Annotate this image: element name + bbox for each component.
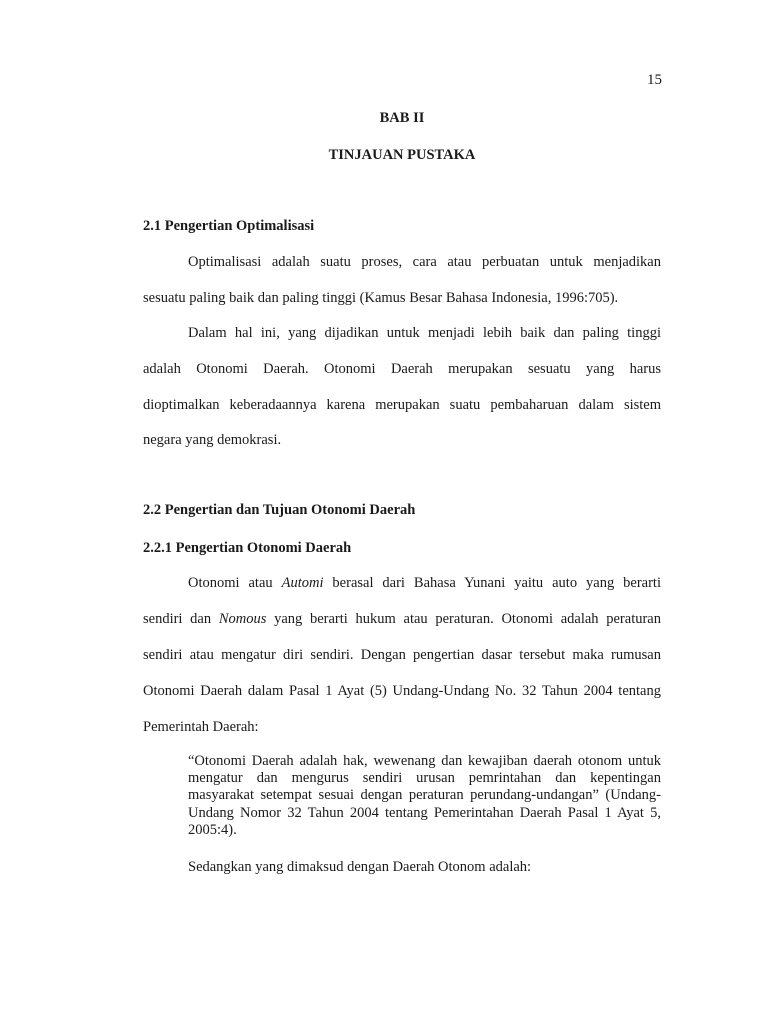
quote-line: Undang Nomor 32 Tahun 2004 tentang Pemerintahan Daerah Pasal 1 Ayat 5, <box>188 805 661 821</box>
paragraph-line: adalah Otonomi Daerah. Otonomi Daerah merupakan sesuatu yang harus <box>143 361 661 377</box>
section-heading-2-2: 2.2 Pengertian dan Tujuan Otonomi Daerah <box>143 502 416 518</box>
paragraph-line: Sedangkan yang dimaksud dengan Daerah Otonom adalah: <box>188 859 532 875</box>
quote-line: 2005:4). <box>188 822 237 838</box>
quote-line: “Otonomi Daerah adalah hak, wewenang dan kewajiban daerah otonom untuk <box>188 753 661 769</box>
paragraph-line: sesuatu paling baik dan paling tinggi (Kamus Besar Bahasa Indonesia, 1996:705). <box>143 290 619 306</box>
text-run: Otonomi atau <box>188 575 282 591</box>
section-heading-2-1: 2.1 Pengertian Optimalisasi <box>143 218 315 234</box>
paragraph-line: Otonomi Daerah dalam Pasal 1 Ayat (5) Undang-Undang No. 32 Tahun 2004 tentang <box>143 683 661 699</box>
chapter-title: TINJAUAN PUSTAKA <box>328 147 476 163</box>
paragraph-line: dioptimalkan keberadaannya karena merupakan suatu pembaharuan dalam sistem <box>143 397 661 413</box>
paragraph-line: Dalam hal ini, yang dijadikan untuk menjadi lebih baik dan paling tinggi <box>188 325 661 341</box>
paragraph-line <box>188 574 661 592</box>
chapter-label: BAB II <box>379 110 425 126</box>
text-run: sendiri dan <box>143 611 219 627</box>
text-run: yang berarti hukum atau peraturan. Otonomi adalah peraturan <box>266 611 661 627</box>
paragraph-line: Pemerintah Daerah: <box>143 719 259 735</box>
quote-line: mengatur dan mengurus sendiri urusan pemrintahan dan kepentingan <box>188 770 661 786</box>
section-heading-2-2-1: 2.2.1 Pengertian Otonomi Daerah <box>143 540 352 556</box>
page-number: 15 <box>647 72 662 88</box>
paragraph-line: sendiri atau mengatur diri sendiri. Dengan pengertian dasar tersebut maka rumusan <box>143 647 661 663</box>
paragraph-line <box>143 610 661 628</box>
text-run: berasal dari Bahasa Yunani yaitu auto yang berarti <box>323 575 661 591</box>
quote-line: masyarakat setempat sesuai dengan peraturan perundang-undangan” (Undang- <box>188 787 661 803</box>
italic-term: Nomous <box>218 611 267 627</box>
paragraph-line: Optimalisasi adalah suatu proses, cara atau perbuatan untuk menjadikan <box>188 254 661 270</box>
italic-term: Automi <box>281 575 324 591</box>
paragraph-line: negara yang demokrasi. <box>143 432 282 448</box>
